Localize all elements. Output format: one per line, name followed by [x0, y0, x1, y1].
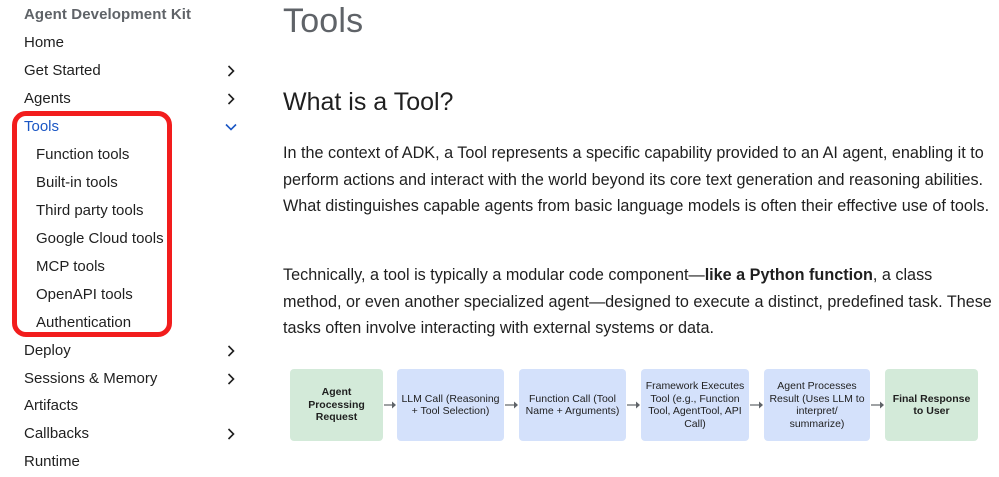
subnav-item-mcp-tools[interactable]: MCP tools [36, 258, 105, 275]
nav-item-sessions-memory[interactable] [24, 367, 244, 391]
arrow-right-icon [626, 399, 641, 411]
paragraph-technical [283, 262, 995, 342]
nav-item-label: Artifacts [24, 397, 79, 414]
nav-item-label: Runtime [24, 453, 80, 470]
chevron-right-icon[interactable] [224, 59, 238, 83]
nav-item-home[interactable] [24, 31, 244, 55]
subnav-item-google-cloud-tools[interactable]: Google Cloud tools [36, 230, 164, 247]
highlight-annotation-box [12, 111, 172, 337]
nav-item-agents[interactable] [24, 87, 244, 111]
nav-item-deploy[interactable] [24, 339, 244, 363]
paragraph-definition: In the context of ADK, a Tool represents a specific capability provided to an AI agent, enabling it to perform actions and interact with the world beyond its core text generation and reasoning abilities. What distinguishes capable agents from basic language models is often their effective use of tools. [283, 144, 990, 215]
flow-step-framework-executes: Framework Executes Tool (e.g., Function Tool, AgentTool, API Call) [641, 369, 749, 441]
arrow-right-icon [870, 399, 885, 411]
chevron-right-icon[interactable] [224, 339, 238, 363]
chevron-down-icon[interactable] [224, 115, 238, 139]
paragraph-text: , a class method, or even another specialized agent—designed to execute a distinct, predefined task. These tasks often involve interacting with external systems or data. [283, 266, 992, 337]
flow-step-agent-request: Agent Processing Request [290, 369, 383, 441]
paragraph-text: Technically, a tool is typically a modular code component— [283, 266, 705, 284]
section-heading: What is a Tool? [283, 88, 454, 116]
chevron-right-icon[interactable] [224, 422, 238, 446]
chevron-right-icon[interactable] [224, 87, 238, 111]
subnav-item-third-party-tools[interactable]: Third party tools [36, 202, 144, 219]
nav-item-label: Deploy [24, 342, 71, 359]
nav-item-label: Home [24, 34, 65, 51]
flow-step-agent-processes-result: Agent Processes Result (Uses LLM to interpret/ summarize) [764, 369, 870, 441]
paragraph-bold-text: like a Python function [704, 266, 873, 284]
nav-item-label: Tools [24, 118, 60, 135]
nav-item-artifacts[interactable] [24, 394, 244, 418]
subnav-item-function-tools[interactable]: Function tools [36, 146, 130, 163]
flow-step-function-call: Function Call (Tool Name + Arguments) [519, 369, 626, 441]
arrow-right-icon [504, 399, 519, 411]
nav-item-label: Sessions & Memory [24, 370, 158, 387]
nav-item-runtime[interactable] [24, 450, 244, 474]
flow-step-llm-call: LLM Call (Reasoning + Tool Selection) [397, 369, 504, 441]
site-title[interactable]: Agent Development Kit [24, 6, 192, 23]
sidebar-nav [0, 0, 255, 477]
subnav-item-authentication[interactable]: Authentication [36, 314, 132, 331]
arrow-right-icon [383, 399, 397, 411]
nav-item-get-started[interactable] [24, 59, 244, 83]
subnav-item-openapi-tools[interactable]: OpenAPI tools [36, 286, 133, 303]
nav-item-label: Callbacks [24, 425, 90, 442]
chevron-right-icon[interactable] [224, 367, 238, 391]
flow-step-final-response: Final Response to User [885, 369, 978, 441]
nav-item-callbacks[interactable] [24, 422, 244, 446]
nav-item-label: Get Started [24, 62, 101, 79]
tool-flow-diagram [290, 369, 980, 441]
subnav-item-built-in-tools[interactable]: Built-in tools [36, 174, 118, 191]
page-title: Tools [283, 2, 364, 40]
nav-item-label: Agents [24, 90, 71, 107]
arrow-right-icon [749, 399, 764, 411]
